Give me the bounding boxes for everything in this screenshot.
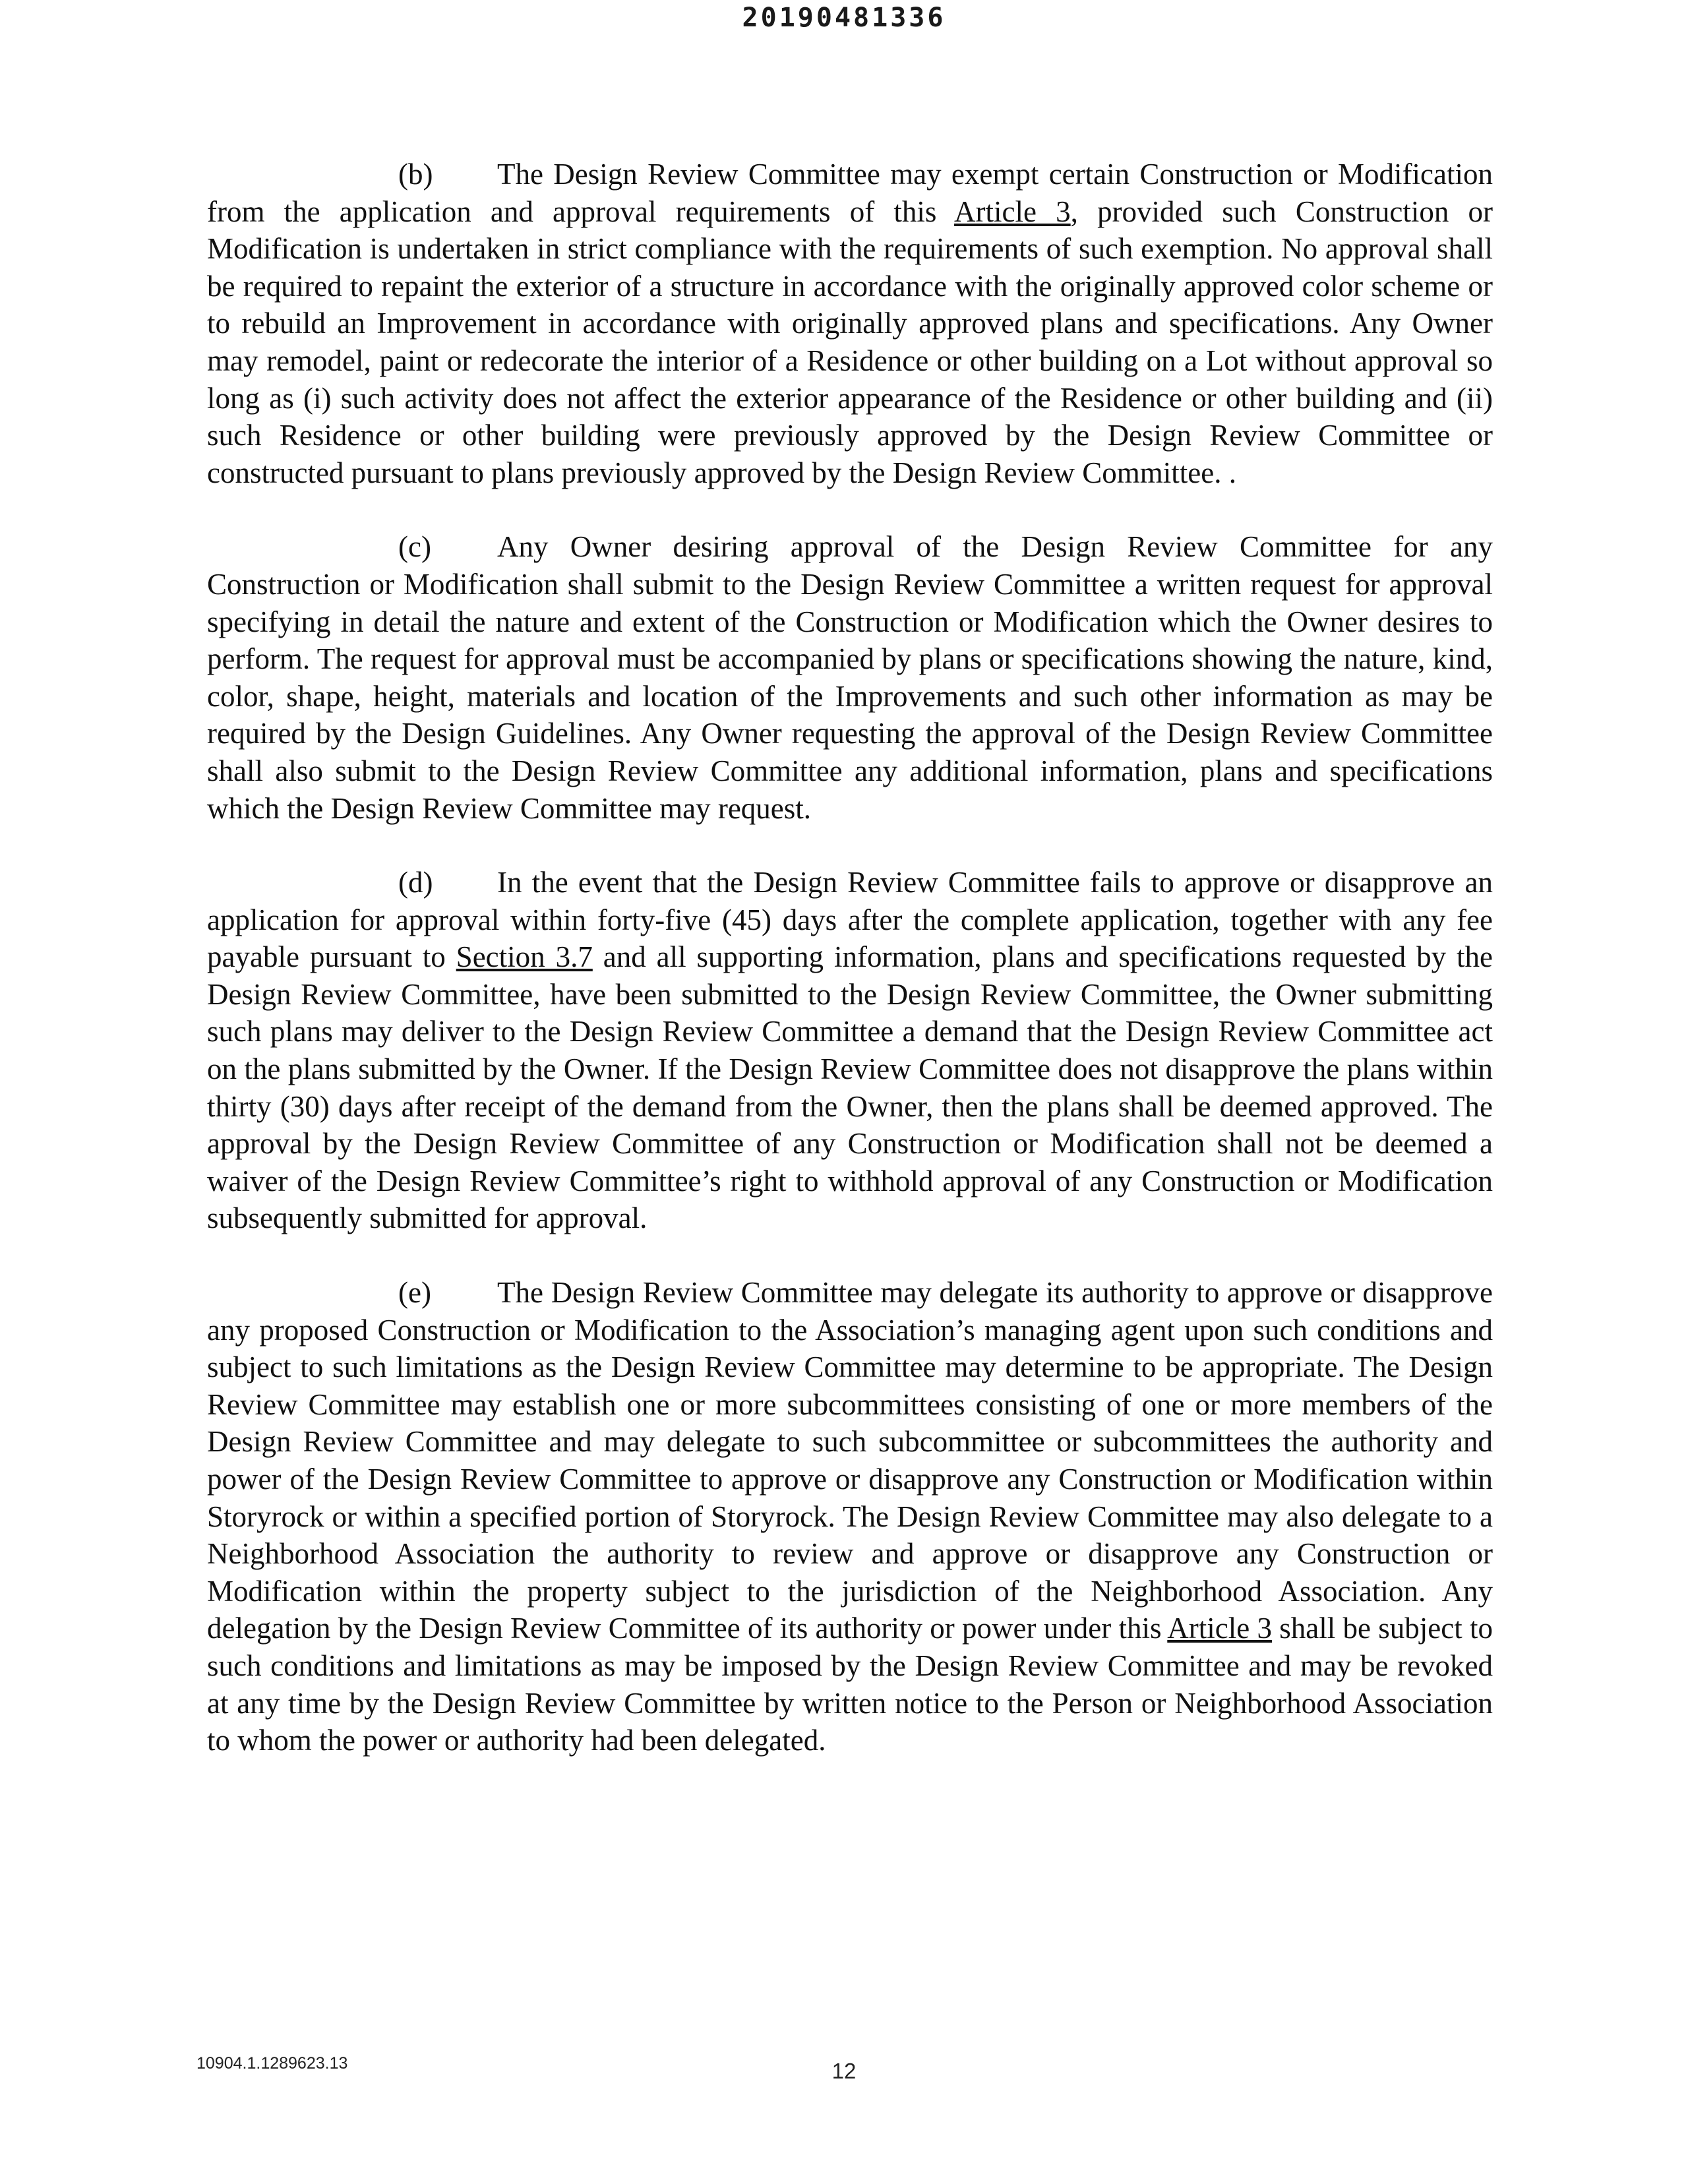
paragraph-e: [207, 1274, 1493, 1759]
paragraph-label: (e): [398, 1276, 431, 1310]
section-3-7-reference: Section 3.7: [456, 940, 593, 974]
paragraph-label: (d): [398, 866, 433, 899]
paragraph-label: (b): [398, 158, 433, 191]
paragraph-text: Any Owner desiring approval of the Design Review Committee for any Construction or Modification shall submit to the Design Review Committee a written request for approval specifying in detail the nature and extent of the Construction or Modification which the Owner desires to perform. The request for approval must be accompanied by plans or specifications showing the nature, kind, color, shape, height, materials and location of the Improvements and such other information as may be required by the Design Guidelines. Any Owner requesting the approval of the Design Review Committee shall also submit to the Design Review Committee any additional information, plans and specifications which the Design Review Committee may request.: [207, 530, 1493, 825]
paragraph-c: [207, 528, 1493, 827]
paragraph-text: The Design Review Committee may delegate its authority to approve or disapprove any proposed Construction or Modification to the Association’s managing agent upon such conditions and subject to such limitations as the Design Review Committee may determine to be appropriate. The Design Review Committee may establish one or more subcommittees consisting of one or more members of the Design Review Committee and may delegate to such subcommittee or subcommittees the authority and power of the Design Review Committee to approve or disapprove any Construction or Modification within Storyrock or within a specified portion of Storyrock. The Design Review Committee may also delegate to a Neighborhood Association the authority to review and approve or disapprove any Construction or Modification within the property subject to the jurisdiction of the Neighborhood Association. Any delegation by the Design Review Committee of its authority or power under this: [207, 1276, 1493, 1645]
document-body: [207, 156, 1493, 1796]
page-number: 12: [831, 2059, 857, 2083]
paragraph-b: [207, 156, 1493, 491]
footer-document-id: 10904.1.1289623.13: [196, 2054, 348, 2073]
paragraph-text: The Design Review Committee may exempt certain Construction or Modification from the application and approval requirements of this: [207, 158, 1493, 228]
paragraph-text: , provided such Construction or Modification is undertaken in strict compliance with the requirements of such exemption. No approval shall be required to repaint the exterior of a structure in accordance with the originally approved color scheme or to rebuild an Improvement in accordance with originally approved plans and specifications. Any Owner may remodel, paint or redecorate the interior of a Residence or other building on a Lot without approval so long as (i) such activity does not affect the exterior appearance of the Residence or other building and (ii) such Residence or other building were previously approved by the Design Review Committee or constructed pursuant to plans previously approved by the Design Review Committee. .: [207, 195, 1493, 489]
paragraph-label: (c): [398, 530, 431, 564]
article-3-reference: Article 3: [1167, 1612, 1272, 1645]
paragraph-text: shall be subject to such conditions and limitations as may be imposed by the Design Review Committee and may be revoked at any time by the Design Review Committee by written notice to the Person or Neighborhood Association to whom the power or authority had been delegated.: [207, 1612, 1493, 1757]
paragraph-d: [207, 864, 1493, 1237]
paragraph-text: and all supporting information, plans and specifications requested by the Design Review Committee, have been submitted to the Design Review Committee, the Owner submitting such plans may deliver to the Design Review Committee a demand that the Design Review Committee act on the plans submitted by the Owner. If the Design Review Committee does not disapprove the plans within thirty (30) days after receipt of the demand from the Owner, then the plans shall be deemed approved. The approval by the Design Review Committee of any Construction or Modification shall not be deemed a waiver of the Design Review Committee’s right to withhold approval of any Construction or Modification subsequently submitted for approval.: [207, 940, 1493, 1235]
recording-number: 20190481336: [742, 3, 946, 33]
article-3-reference: Article 3: [954, 195, 1071, 228]
paragraph-text: In the event that the Design Review Committee fails to approve or disapprove an application for approval within forty-five (45) days after the complete application, together with any fee payable pursuant to: [207, 866, 1493, 974]
